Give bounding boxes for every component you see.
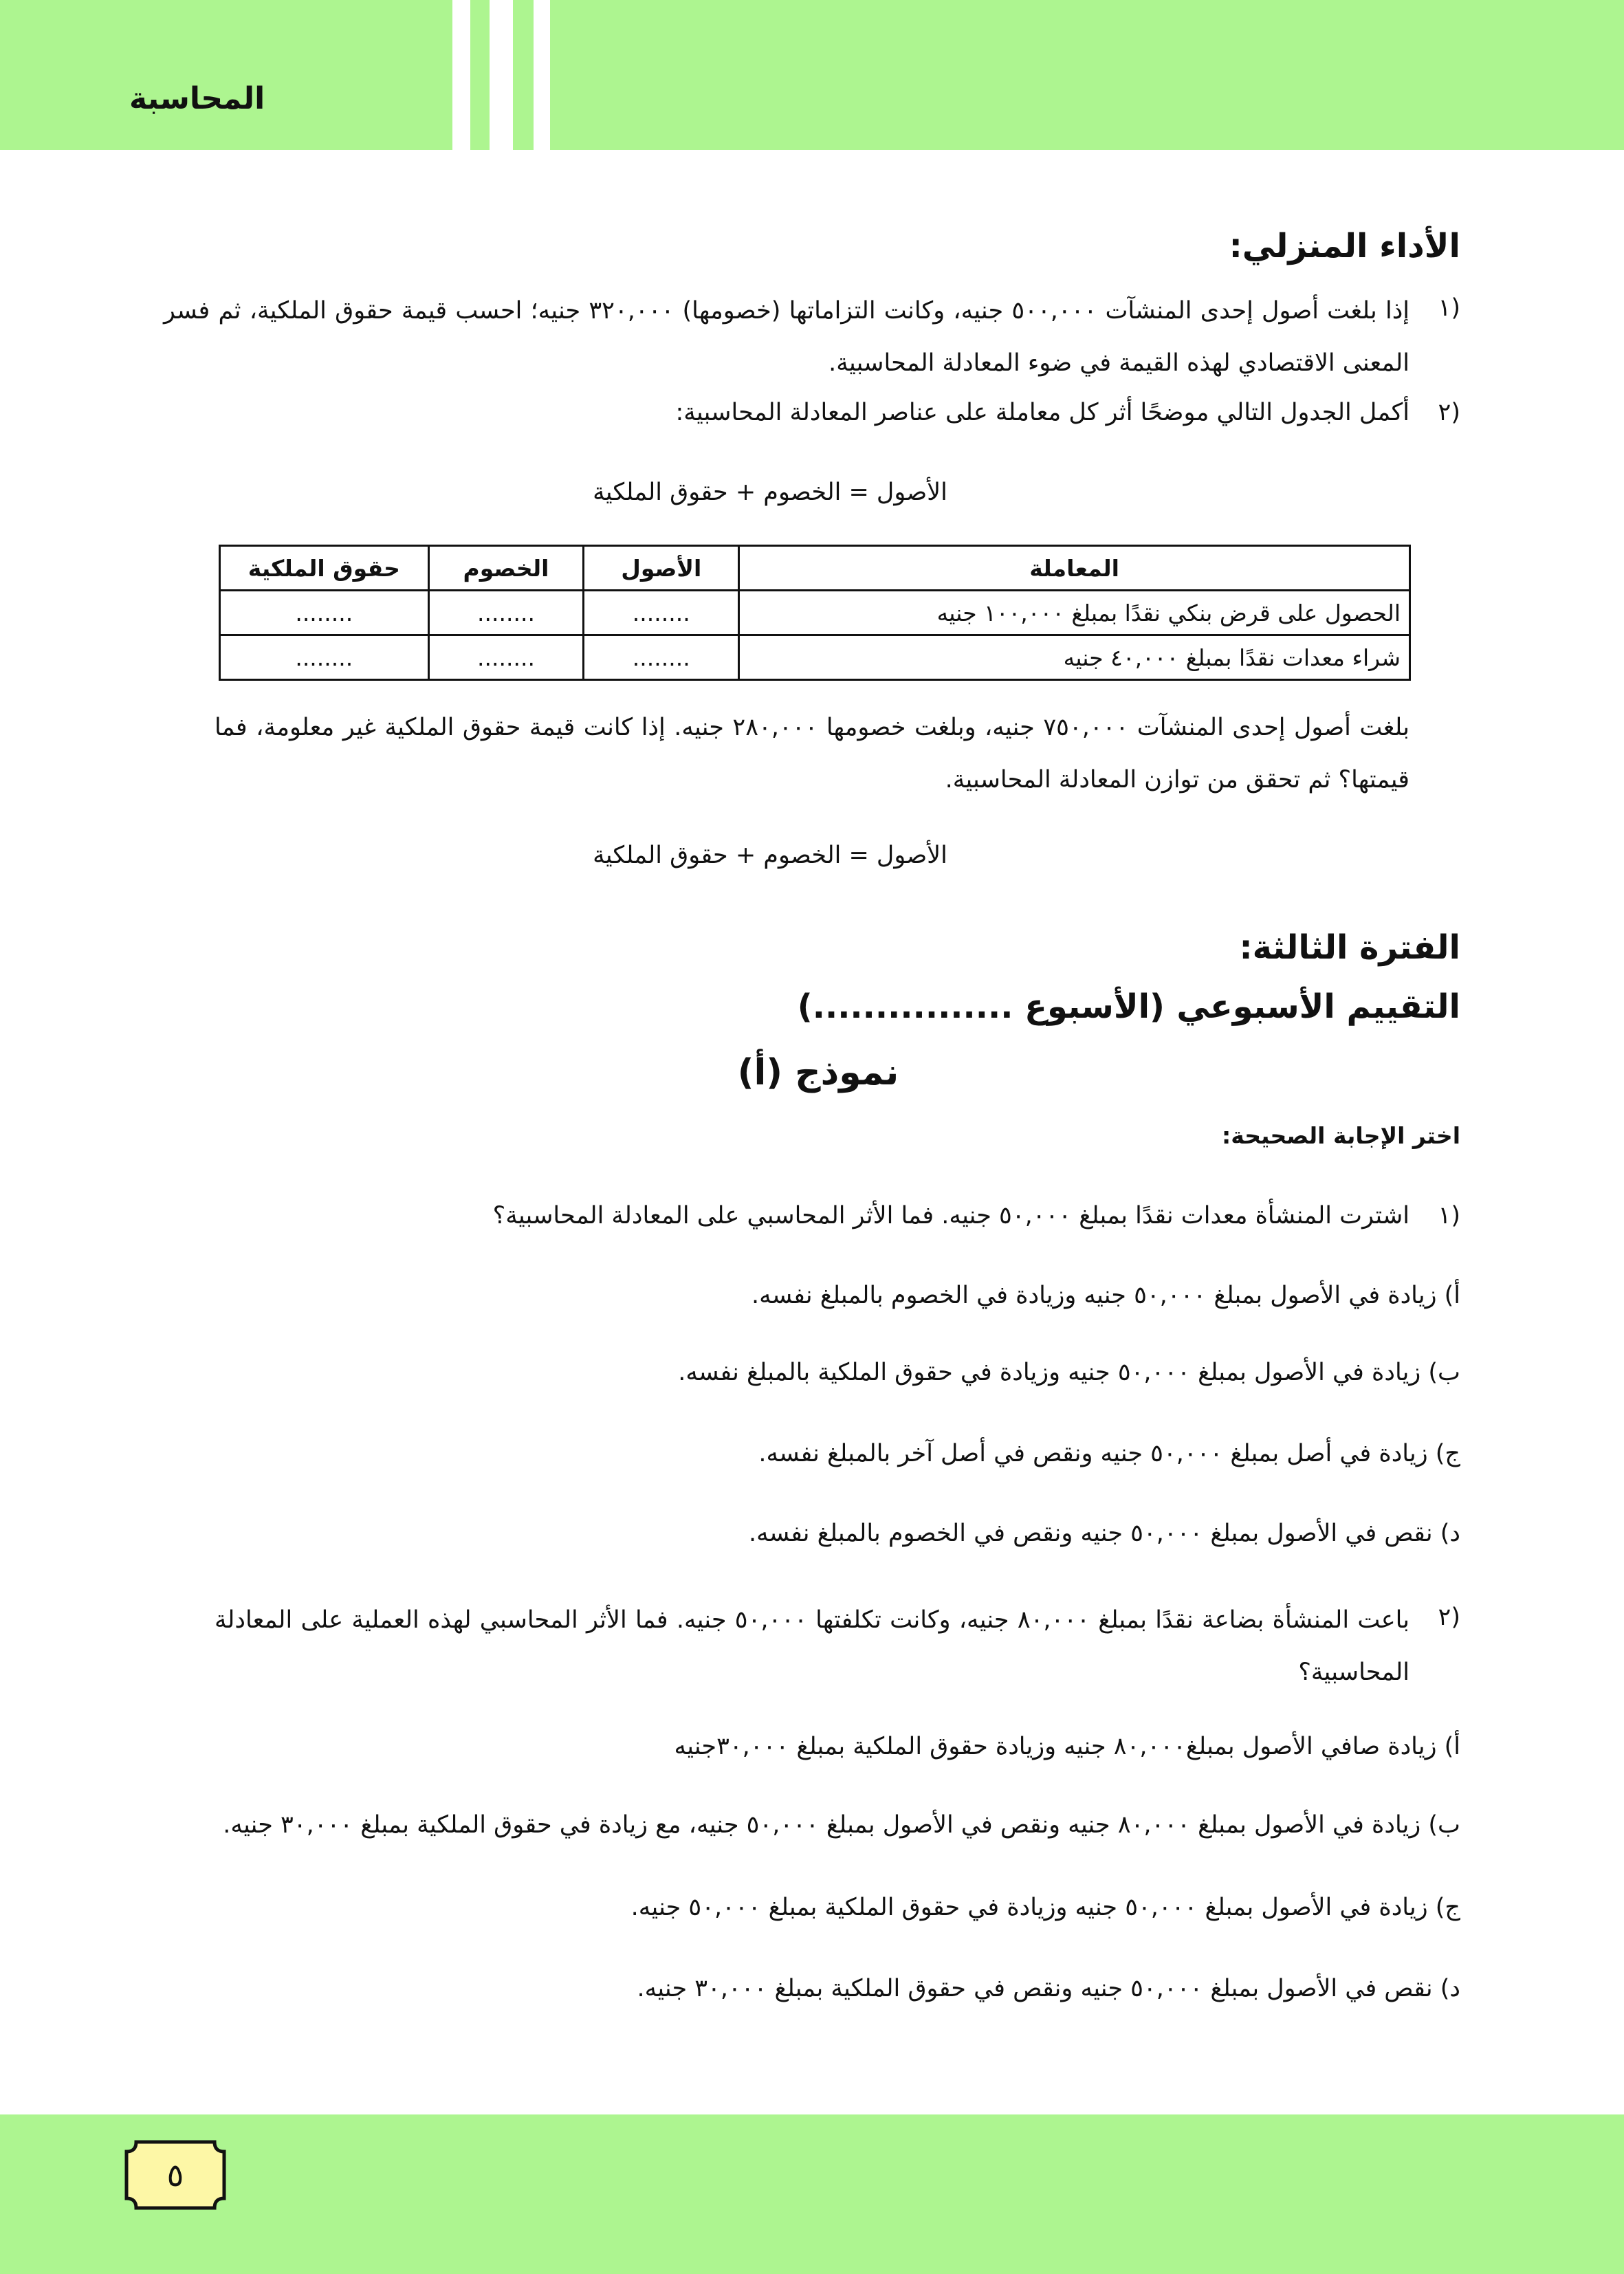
- equation: الأصول = الخصوم + حقوق الملكية: [593, 479, 947, 506]
- cell-transaction: الحصول على قرض بنكي نقدًا بمبلغ ١٠٠,٠٠٠ جنيه: [739, 591, 1410, 635]
- table-row: [220, 591, 1410, 635]
- col-header-liabilities: الخصوم: [428, 546, 584, 591]
- cell-liabilities-blank[interactable]: ........: [428, 591, 584, 635]
- table-header-row: [220, 546, 1410, 591]
- cell-assets-blank[interactable]: ........: [584, 635, 739, 680]
- q3-text: بلغت أصول إحدى المنشآت ٧٥٠,٠٠٠ جنيه، وبلغت خصومها ٢٨٠,٠٠٠ جنيه. إذا كانت قيمة حقوق الملكية غير معلومة، فما قيمتها؟ ثم تحقق من توازن المعادلة المحاسبية.: [215, 714, 1409, 794]
- col-header-transaction: المعاملة: [739, 546, 1410, 591]
- mcq1-number: ١): [1438, 1202, 1460, 1229]
- cell-assets-blank[interactable]: ........: [584, 591, 739, 635]
- table-row: [220, 635, 1410, 680]
- mcq2-option-b[interactable]: ب) زيادة في الأصول بمبلغ ٨٠,٠٠٠ جنيه ونقص في الأصول بمبلغ ٥٠,٠٠٠ جنيه، مع زيادة في حقوق الملكية بمبلغ ٣٠,٠٠٠ جنيه.: [223, 1811, 1460, 1839]
- col-header-assets: الأصول: [584, 546, 739, 591]
- model-title: نموذج (أ): [737, 1052, 899, 1093]
- mcq1-option-b[interactable]: ب) زيادة في الأصول بمبلغ ٥٠,٠٠٠ جنيه وزيادة في حقوق الملكية بالمبلغ نفسه.: [678, 1359, 1460, 1386]
- mcq2-question: باعت المنشأة بضاعة نقدًا بمبلغ ٨٠,٠٠٠ جنيه، وكانت تكلفتها ٥٠,٠٠٠ جنيه. فما الأثر المحاسبي لهذه العملية على المعادلة المحاسبية؟: [215, 1606, 1409, 1686]
- mcq2-option-a[interactable]: أ) زيادة صافي الأصول بمبلغ٨٠,٠٠٠ جنيه وزيادة حقوق الملكية بمبلغ ٣٠,٠٠٠جنيه: [674, 1733, 1460, 1760]
- q2-number: ٢): [1438, 399, 1460, 426]
- header-stripe-2: [513, 0, 534, 150]
- page-number: ٥: [166, 2156, 184, 2194]
- cell-transaction: شراء معدات نقدًا بمبلغ ٤٠,٠٠٠ جنيه: [739, 635, 1410, 680]
- cell-equity-blank[interactable]: ........: [220, 635, 429, 680]
- mcq1-option-a[interactable]: أ) زيادة في الأصول بمبلغ ٥٠,٠٠٠ جنيه وزيادة في الخصوم بالمبلغ نفسه.: [751, 1282, 1460, 1309]
- week-label: (الأسبوع ................): [797, 987, 1165, 1026]
- header-band-left: [0, 0, 452, 150]
- homework-title: الأداء المنزلي:: [1229, 227, 1460, 265]
- footer-band: [0, 2114, 1624, 2274]
- mcq1-question: اشترت المنشأة معدات نقدًا بمبلغ ٥٠,٠٠٠ جنيه. فما الأثر المحاسبي على المعادلة المحاسبية؟: [492, 1202, 1409, 1229]
- mcq2-option-c[interactable]: ج) زيادة في الأصول بمبلغ ٥٠,٠٠٠ جنيه وزيادة في حقوق الملكية بمبلغ ٥٠,٠٠٠ جنيه.: [630, 1894, 1460, 1921]
- period-title: الفترة الثالثة:: [1239, 928, 1460, 967]
- q1-text: إذا بلغت أصول إحدى المنشآت ٥٠٠,٠٠٠ جنيه، وكانت التزاماتها (خصومها) ٣٢٠,٠٠٠ جنيه؛ احسب قيمة حقوق الملكية، ثم فسر المعنى الاقتصادي لهذه القيمة في ضوء المعادلة المحاسبية.: [164, 297, 1410, 377]
- col-header-equity: حقوق الملكية: [220, 546, 429, 591]
- cell-liabilities-blank[interactable]: ........: [428, 635, 584, 680]
- mcq2-number: ٢): [1438, 1604, 1460, 1631]
- equation-2: الأصول = الخصوم + حقوق الملكية: [593, 842, 947, 869]
- q2-text: أكمل الجدول التالي موضحًا أثر كل معاملة على عناصر المعادلة المحاسبية:: [675, 399, 1409, 426]
- q1-number: ١): [1438, 294, 1460, 322]
- mcq1-option-d[interactable]: د) نقص في الأصول بمبلغ ٥٠,٠٠٠ جنيه ونقص في الخصوم بالمبلغ نفسه.: [748, 1520, 1460, 1547]
- header-band-right: [550, 0, 1624, 150]
- mcq1-option-c[interactable]: ج) زيادة في أصل بمبلغ ٥٠,٠٠٠ جنيه ونقص في أصل آخر بالمبلغ نفسه.: [758, 1440, 1460, 1467]
- page-number-badge: [124, 2139, 227, 2211]
- instruction: اختر الإجابة الصحيحة:: [1222, 1122, 1460, 1149]
- weekly-eval-title: التقييم الأسبوعي: [1176, 987, 1460, 1026]
- transactions-table: [219, 545, 1411, 681]
- cell-equity-blank[interactable]: ........: [220, 591, 429, 635]
- header-stripe-1: [470, 0, 490, 150]
- mcq2-option-d[interactable]: د) نقص في الأصول بمبلغ ٥٠,٠٠٠ جنيه ونقص في حقوق الملكية بمبلغ ٣٠,٠٠٠ جنيه.: [637, 1975, 1460, 2002]
- header-subject: المحاسبة: [129, 81, 265, 116]
